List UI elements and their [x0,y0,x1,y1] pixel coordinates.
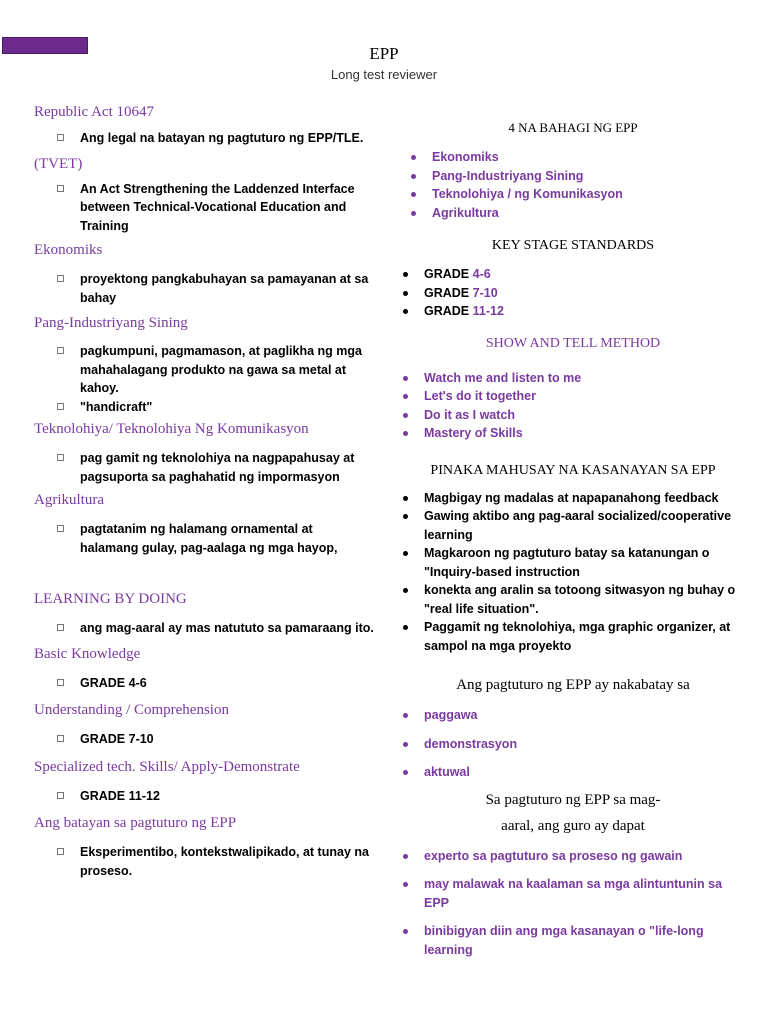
list-item: binibigyan diin ang mga kasanayan o "life-long learning [398,922,748,959]
section-heading: Specialized tech. Skills/ Apply-Demonstrate [34,758,300,775]
bullet-icon [403,588,408,593]
list-item: Magkaroon ng pagtuturo batay sa katanungan o "Inquiry-based instruction [398,544,748,581]
left-column [34,104,374,880]
bullet-icon [403,514,408,519]
bullet-icon [403,770,408,775]
page-subtitle: Long test reviewer [330,67,438,82]
list-item: GRADE 7-10 [34,730,374,749]
bullet-icon [403,413,408,418]
list-item: pagkumpuni, pagmamason, at paglikha ng mga mahahalagang produkto na gawa sa metal at kahoy. [34,342,374,398]
bullet-icon [403,272,408,277]
section-heading: aaral, ang guro ay dapat [501,817,645,834]
checkbox-icon [57,848,64,855]
bullet-icon [403,291,408,296]
section-heading: KEY STAGE STANDARDS [491,238,655,253]
bullet-icon [411,155,416,160]
checkbox-icon [57,185,64,192]
bullet-icon [411,192,416,197]
checkbox-icon [57,679,64,686]
list-item: Do it as I watch [398,406,748,425]
section-heading: Pang-Industriyang Sining [34,315,188,331]
list-item: An Act Strengthening the Laddenzed Interface between Technical-Vocational Education and Training [34,180,374,236]
section-heading: 4 NA BAHAGI NG EPP [508,120,638,135]
list-item: Pang-Industriyang Sining [406,167,748,186]
section-heading: SHOW AND TELL METHOD [485,335,661,351]
bullet-icon [403,376,408,381]
section-heading: Understanding / Comprehension [34,702,229,718]
list-item: Let's do it together [398,387,748,406]
bullet-icon [411,174,416,179]
section-heading: (TVET) [34,155,83,172]
section-heading: Basic Knowledge [34,645,141,662]
checkbox-icon [57,403,64,410]
section-heading: Ang batayan sa pagtuturo ng EPP [34,815,237,831]
checkbox-icon [57,454,64,461]
list-item: Teknolohiya / ng Komunikasyon [406,185,748,204]
bullet-icon [403,854,408,859]
list-item: Ekonomiks [406,148,748,167]
checkbox-icon [57,525,64,532]
list-item: Ang legal na batayan ng pagtuturo ng EPP/TLE. [34,129,374,148]
bullet-icon [403,742,408,747]
checkbox-icon [57,134,64,141]
section-heading: Ang pagtuturo ng EPP ay nakabatay sa [456,677,690,693]
bullet-icon [403,496,408,501]
list-item: Watch me and listen to me [398,369,748,388]
section-heading: Sa pagtuturo ng EPP sa mag- [485,791,661,808]
bullet-icon [403,431,408,436]
checkbox-icon [57,735,64,742]
checkbox-icon [57,347,64,354]
list-item: demonstrasyon [398,735,748,754]
list-item: experto sa pagtuturo sa proseso ng gawain [398,847,748,866]
list-item: konekta ang aralin sa totoong sitwasyon ng buhay o "real life situation". [398,581,748,618]
section-heading: LEARNING BY DOING [34,591,187,607]
list-item: "handicraft" [34,398,374,417]
page-title: EPP [369,44,399,63]
list-item: Magbigay ng madalas at napapanahong feedback [398,489,748,508]
list-item: GRADE 11-12 [398,302,748,321]
list-item: GRADE 4-6 [398,265,748,284]
list-item: GRADE 4-6 [34,674,374,693]
checkbox-icon [57,624,64,631]
section-heading: Republic Act 10647 [34,104,154,120]
list-item: Agrikultura [406,204,748,223]
bullet-icon [411,211,416,216]
list-item: Eksperimentibo, kontekstwalipikado, at tunay na proseso. [34,843,374,880]
list-item: GRADE 11-12 [34,787,374,806]
bullet-icon [403,625,408,630]
section-heading: Agrikultura [34,492,104,508]
bullet-icon [403,309,408,314]
bullet-icon [403,394,408,399]
list-item: pagtatanim ng halamang ornamental at halamang gulay, pag-aalaga ng mga hayop, [34,520,374,557]
bullet-icon [403,882,408,887]
list-item: Gawing aktibo ang pag-aaral socialized/cooperative learning [398,507,748,544]
list-item: ang mag-aaral ay mas natututo sa pamaraang ito. [34,619,374,638]
section-heading: Teknolohiya/ Teknolohiya Ng Komunikasyon [34,421,309,437]
bullet-icon [403,713,408,718]
list-item: aktuwal [398,763,748,782]
bullet-icon [403,929,408,934]
list-item: may malawak na kaalaman sa mga alintuntunin sa EPP [398,875,748,912]
list-item: pag gamit ng teknolohiya na nagpapahusay at pagsuporta sa paghahatid ng impormasyon [34,449,374,486]
list-item: proyektong pangkabuhayan sa pamayanan at sa bahay [34,270,374,307]
right-column [398,104,748,959]
section-heading: Ekonomiks [34,242,103,258]
list-item: Mastery of Skills [398,424,748,443]
list-item: GRADE 7-10 [398,284,748,303]
list-item: paggawa [398,706,748,725]
checkbox-icon [57,792,64,799]
list-item: Paggamit ng teknolohiya, mga graphic organizer, at sampol na mga proyekto [398,618,748,655]
checkbox-icon [57,275,64,282]
section-heading: PINAKA MAHUSAY NA KASANAYAN SA EPP [430,462,716,478]
bullet-icon [403,551,408,556]
